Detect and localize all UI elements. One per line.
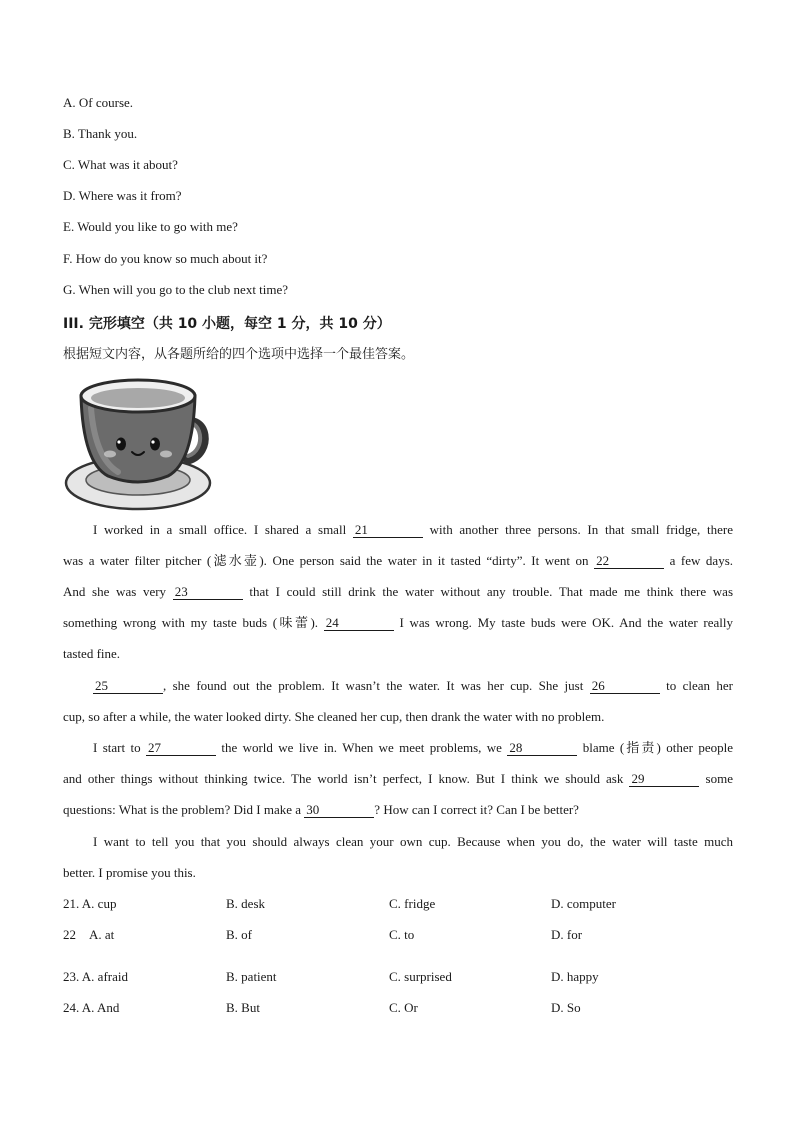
blank-29[interactable]: 29 [629, 772, 699, 787]
question-22-option-a[interactable]: A. at [89, 927, 115, 942]
option-a: A. Of course. [63, 95, 134, 110]
question-21-option-d[interactable]: D. computer [551, 896, 616, 911]
question-21-option-c[interactable]: C. fridge [389, 896, 436, 911]
question-22 [63, 927, 743, 943]
blank-30[interactable]: 30 [304, 803, 374, 818]
option-b: B. Thank you. [63, 126, 138, 141]
question-23 [63, 969, 743, 985]
question-23-option-a[interactable]: 23. A. afraid [63, 969, 128, 984]
question-23-option-d[interactable]: D. happy [551, 969, 599, 984]
question-22-number: 22 [63, 927, 76, 942]
passage-paragraph-2: 25 , she found out the problem. It wasn’t the water. It was her cup. She just 26 to clean her cup, so after a while, the water looked dirty. She cleaned her cup, then drank the water with no problem. [63, 678, 733, 724]
question-21-option-b[interactable]: B. desk [226, 896, 265, 911]
question-24-option-d[interactable]: D. So [551, 1000, 581, 1015]
question-24-option-b[interactable]: B. But [226, 1000, 260, 1015]
blank-26[interactable]: 26 [590, 679, 660, 694]
option-d: D. Where was it from? [63, 188, 182, 203]
blank-27[interactable]: 27 [146, 741, 216, 756]
section-heading: III. 完形填空（共 10 小题，每空 1 分，共 10 分） [63, 316, 391, 332]
teacup-illustration [63, 368, 213, 513]
question-21-option-a[interactable]: 21. A. cup [63, 896, 117, 911]
question-23-option-c[interactable]: C. surprised [389, 969, 452, 984]
passage-paragraph-3: I start to 27 the world we live in. When we meet problems, we 28 blame (指责) other people and other things without thinking twice. The world isn’t perfect, I know. But I think we should ask 29 some questions: What is the problem? Did I make a 30 ? How can I correct it? Can I be better? [63, 740, 733, 817]
question-22-option-c[interactable]: C. to [389, 927, 415, 942]
blank-28[interactable]: 28 [507, 741, 577, 756]
question-24-option-a[interactable]: 24. A. And [63, 1000, 120, 1015]
section-instruction: 根据短文内容，从各题所给的四个选项中选择一个最佳答案。 [63, 347, 415, 362]
question-24-option-c[interactable]: C. Or [389, 1000, 418, 1015]
passage-paragraph-4: I want to tell you that you should always clean your own cup. Because when you do, the water will taste much better. I promise you this. [63, 834, 733, 880]
blank-23[interactable]: 23 [173, 585, 243, 600]
blank-24[interactable]: 24 [324, 616, 394, 631]
question-22-option-b[interactable]: B. of [226, 927, 252, 942]
question-21 [63, 896, 743, 912]
option-c: C. What was it about? [63, 157, 178, 172]
question-22-option-d[interactable]: D. for [551, 927, 583, 942]
blank-25[interactable]: 25 [93, 679, 163, 694]
option-f: F. How do you know so much about it? [63, 251, 268, 266]
blank-22[interactable]: 22 [594, 554, 664, 569]
passage-paragraph-1: I worked in a small office. I shared a small 21 with another three persons. In that small fridge, there was a water filter pitcher (滤水壶). One person said the water in it tasted “dirty”. It went on 22 a few days. And she was very 23 that I could still drink the water without any trouble. That made me think there was something wrong with my taste buds (味蕾). 24 I was wrong. My taste buds were OK. And the water really tasted fine. [63, 522, 733, 661]
question-24 [63, 1000, 743, 1016]
question-23-option-b[interactable]: B. patient [226, 969, 277, 984]
option-e: E. Would you like to go with me? [63, 219, 238, 234]
blank-21[interactable]: 21 [353, 523, 423, 538]
option-g: G. When will you go to the club next time? [63, 282, 289, 297]
